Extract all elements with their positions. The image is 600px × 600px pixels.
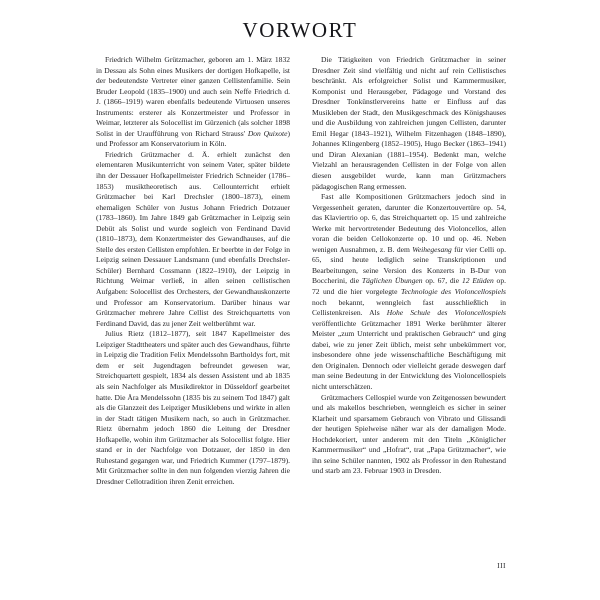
paragraph: Julius Rietz (1812–1877), seit 1847 Kapellmeister des Leipziger Stadttheaters und später auch des Gewandhaus, führte in Leipzig die Tradition Felix Mendelssohn Bartholdys fort, mit dem er seit Jugendtagen befreundet gewesen war, Streichquartett gespielt, 1834 als dessen Assistent und ab 1835 als sein Nachfolger als Musikdirektor in Düsseldorf gearbeitet hatte. Die Ära Mendelssohn (1835 bis zu seinem Tod 1847) galt als die Glanzzeit des Leipziger Musiklebens und wirkte in allen in der Stadt tätigen Musikern nach, so auch in Grützmacher. Rietz übernahm jedoch 1860 die Leitung der Dresdner Hofkapelle, wohin ihm Grützmacher als Solocellist folgte. Hier stand er in der Nachfolge von Dotzauer, der 1850 in den Ruhestand gegangen war, und Friedrich Kummer (1797–1879). Mit Grützmacher sollte in den nun folgenden vierzig Jahren die Dresdner Cellotradition ihren Zenit erreichen.	[96, 329, 290, 486]
paragraph: Friedrich Grützmacher d. Ä. erhielt zunächst den elementaren Musikunterricht von seinem Vater, später bildete ihn der Dessauer Hofkapellmeister Friedrich Schneider (1786–1853) musiktheoretisch aus. Cellounterricht erhielt Grützmacher bei Karl Drechsler (1800–1873), einem ehemaligen Schüler von Justus Johann Friedrich Dotzauer (1783–1860). Im Jahre 1849 gab Grützmacher in Leipzig sein Debüt als Solist und wurde sogleich von Ferdinand David (1810–1873), dem Konzertmeister des Gewandhauses, auf die Stelle des ersten Cellisten empfohlen. Er beerbte in der Folge in Leipzig seinen Dessauer Landsmann (und ebenfalls Drechsler-Schüler) Bernhard Cossmann (1822–1910), der Leipzig in Richtung Weimar verließ, in allen seinen cellistischen Aufgaben: Solocellist des Orchesters, der Gewandhauskonzerte und Professor am Konservatorium. Darüber hinaus war Grützmacher mehrere Jahre Cellist des Streichquartetts von Ferdinand David, das zu jener Zeit weltberühmt war.	[96, 149, 290, 328]
column-left	[96, 55, 290, 487]
page-title: VORWORT	[242, 18, 358, 42]
text-columns	[96, 55, 506, 487]
page-number: III	[497, 561, 506, 570]
paragraph: Fast alle Kompositionen Grützmachers jedoch sind in Vergessenheit geraten, darunter die Konzertouvertüre op. 54, das Klaviertrio op. 6, das Streichquartett op. 15 und zahlreiche Werke mit hervortretender Bedeutung des Violoncellos, allen voran die beiden Cellokonzerte op. 10 und op. 46. Neben wenigen Ausnahmen, z. B. dem Weihegesang für vier Celli op. 65, sind heute lediglich seine Transkriptionen und Bearbeitungen, seine Version des Konzerts in B-Dur von Boccherini, die Täglichen Übungen op. 67, die 12 Etüden op. 72 und die hier vorgelegte Technologie des Violoncellospiels noch bekannt, wenngleich fast ausschließlich in Cellistenkreisen. Als Hohe Schule des Violoncellospiels veröffentlichte Grützmacher 1891 Werke berühmter älterer Meister „zum Unterricht und praktischen Gebrauch“ und ging dabei, wie zu jener Zeit üblich, meist sehr unbekümmert vor, insbesondere ohne jede wissenschaftliche Beschäftigung mit den Originalen. Dennoch oder vielleicht gerade deswegen darf man seine Bedeutung in der Entwicklung des Violoncellospiels nicht unterschätzen.	[312, 192, 507, 391]
column-right	[312, 55, 506, 477]
paragraph: Grützmachers Cellospiel wurde von Zeitgenossen bewundert und als makellos beschrieben, wenngleich es sicher in seiner Klarheit und sparsamem Gebrauch von Vibrato und Glissandi der heutigen Spielweise näher war als der damaligen Mode. Hochdekoriert, unter anderem mit den Titeln „Königlicher Kammermusiker“ und „Hofrat“, trat „Papa Grützmacher“, wie ihn seine Schüler nannten, 1902 als Professor in den Ruhestand und starb am 23. Februar 1903 in Dresden.	[312, 392, 506, 476]
paragraph: Die Tätigkeiten von Friedrich Grützmacher in seiner Dresdner Zeit sind vielfältig und nicht auf rein Cellistisches beschränkt. Als erfolgreicher Solist und Kammermusiker, Komponist und Herausgeber, Pädagoge und Vorstand des Dresdner Tonkünstlervereins hatte er Einfluss auf das Musikleben der Stadt, den Musikgeschmack des Königshauses und die Ausbildung von zahlreichen jungen Cellisten, darunter Emil Hegar (1843–1921), Wilhelm Fitzenhagen (1848–1890), Johannes Klingenberg (1852–1905), Hugo Becker (1863–1941) und Diran Alexanian (1881–1954). Bedenkt man, welche Vielzahl an herausragenden Cellisten in der Folge von allen diesen ausgebildet wurde, kann man Grützmachers pädagogischen Rang ermessen.	[312, 55, 506, 191]
paragraph: Friedrich Wilhelm Grützmacher, geboren am 1. März 1832 in Dessau als Sohn eines Musikers der dortigen Hofkapelle, ist der bedeutendste Vertreter einer ganzen Cellistenfamilie. Sein Bruder Leopold (1835–1900) und auch sein Neffe Friedrich d. J. (1866–1919) waren ebenfalls bedeutende Virtuosen unseres Instruments: ersterer als Konzertmeister und Professor in Weimar, letzterer als Solocellist im Gürzenich (als solcher 1898 Solist in der Uraufführung von Richard Strauss' Don Quixote) und Professor am Konservatorium in Köln.	[96, 55, 290, 149]
